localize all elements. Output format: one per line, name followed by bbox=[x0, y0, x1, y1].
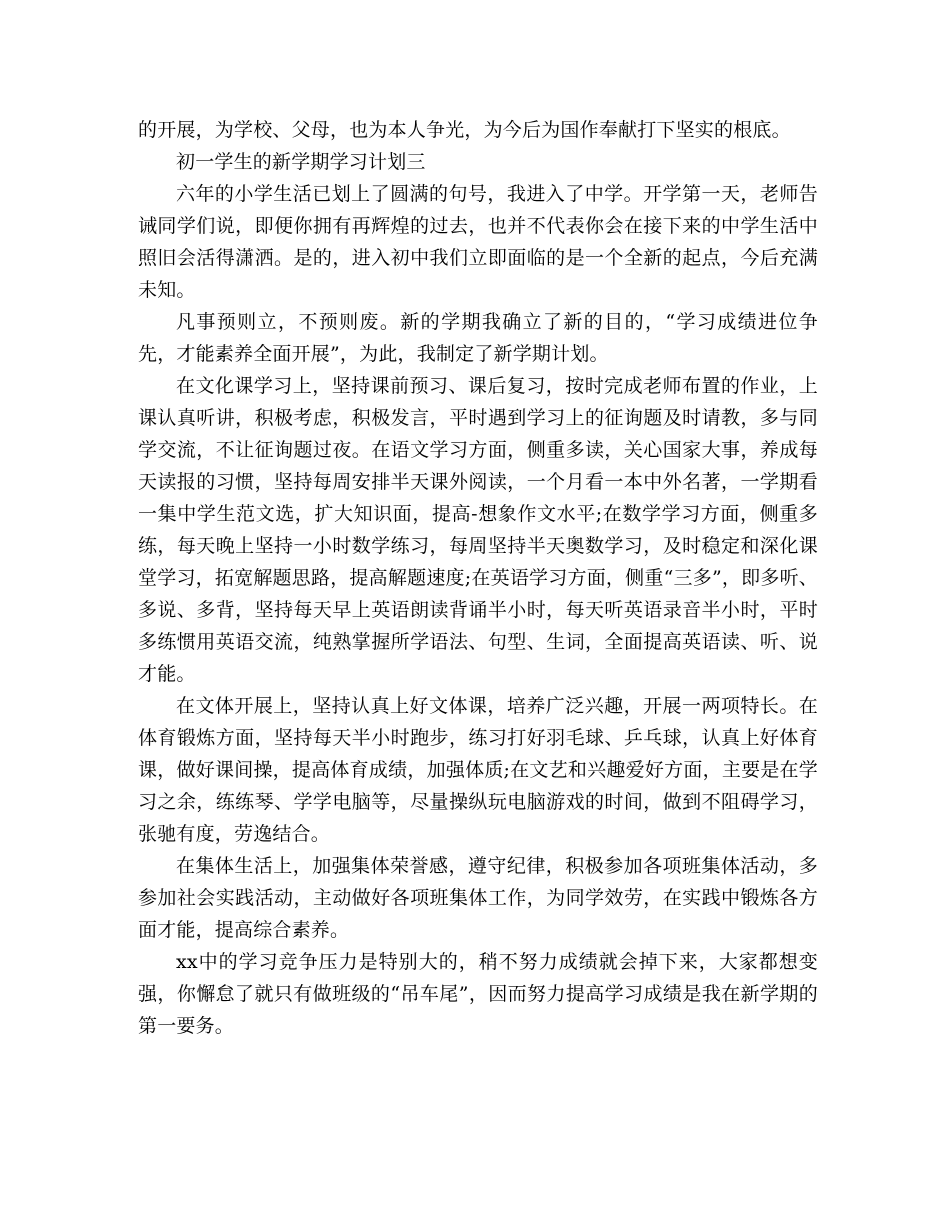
paragraph-intro: 六年的小学生活已划上了圆满的句号，我进入了中学。开学第一天，老师告诫同学们说，即便你拥有再辉煌的过去，也并不代表你会在接下来的中学生活中照旧会活得潇洒。是的，进入初中我们立即面临的是一个全新的起点，今后充满未知。 bbox=[138, 183, 818, 301]
paragraph-sports-arts: 在文体开展上，坚持认真上好文体课，培养广泛兴趣，开展一两项特长。在体育锻炼方面，坚持每天半小时跑步，练习打好羽毛球、乒乓球，认真上好体育课，做好课间操，提高体育成绩，加强体质;在文艺和兴趣爱好方面，主要是在学习之余，练练琴、学学电脑等，尽量操纵玩电脑游戏的时间，做到不阻碍学习，张驰有度，劳逸结合。 bbox=[138, 695, 818, 845]
paragraph-goal: 凡事预则立，不预则废。新的学期我确立了新的目的，“学习成绩进位争先，才能素养全面开展”，为此，我制定了新学期计划。 bbox=[138, 311, 818, 365]
paragraph-continuation: 的开展，为学校、父母，也为本人争光，为今后为国作奉献打下坚实的根底。 bbox=[138, 119, 791, 141]
paragraph-study: 在文化课学习上，坚持课前预习、课后复习，按时完成老师布置的作业，上课认真听讲，积极考虑，积极发言，平时遇到学习上的征询题及时请教，多与同学交流，不让征询题过夜。在语文学习方面，侧重多读，关心国家大事，养成每天读报的习惯，坚持每周安排半天课外阅读，一个月看一本中外名著，一学期看一集中学生范文选，扩大知识面，提高-想象作文水平;在数学学习方面，侧重多练，每天晚上坚持一小时数学练习，每周坚持半天奥数学习，及时稳定和深化课堂学习，拓宽解题思路，提高解题速度;在英语学习方面，侧重“三多”，即多听、多说、多背，坚持每天早上英语朗读背诵半小时，每天听英语录音半小时，平时多练惯用英语交流，纯熟掌握所学语法、句型、生词，全面提高英语读、听、说才能。 bbox=[138, 375, 818, 685]
paragraph-collective-life: 在集体生活上，加强集体荣誉感，遵守纪律，积极参加各项班集体活动，多参加社会实践活动，主动做好各项班集体工作，为同学效劳，在实践中锻炼各方面才能，提高综合素养。 bbox=[138, 855, 818, 941]
paragraph-competition: xx中的学习竞争压力是特别大的，稍不努力成绩就会掉下来，大家都想变强，你懈怠了就只有做班级的“吊车尾”，因而努力提高学习成绩是我在新学期的第一要务。 bbox=[138, 951, 818, 1037]
document-body bbox=[138, 114, 818, 1042]
section-heading: 初一学生的新学期学习计划三 bbox=[176, 151, 426, 173]
